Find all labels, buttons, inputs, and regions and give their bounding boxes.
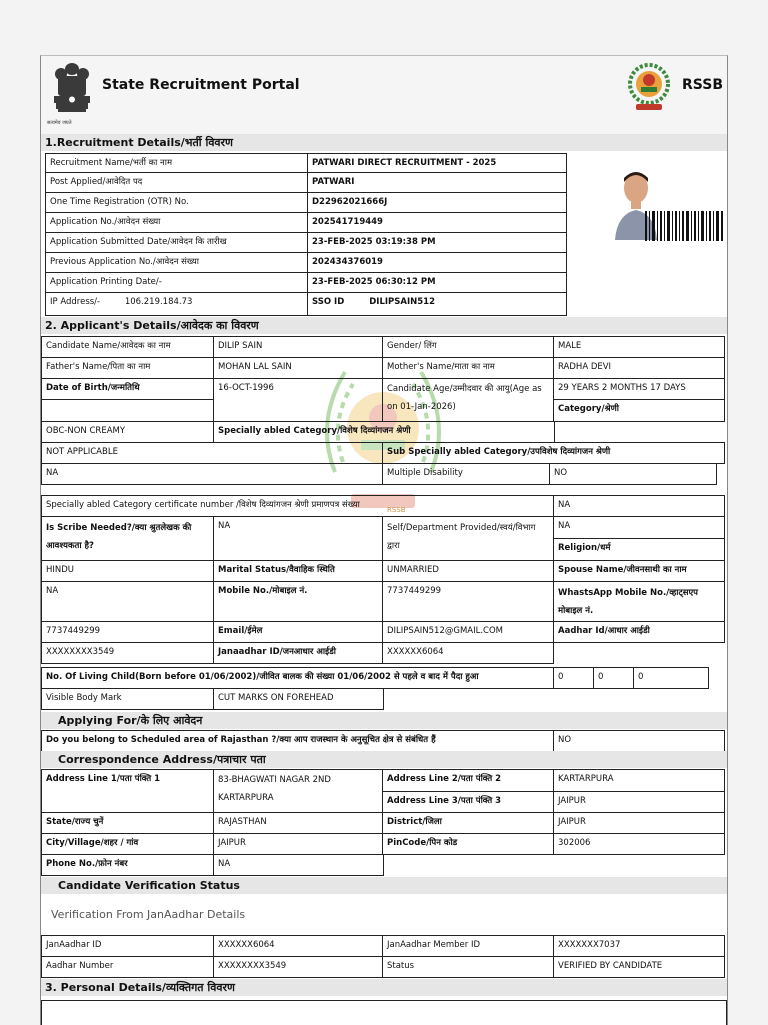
phone-value: NA [213,854,384,876]
sso-id-value: DILIPSAIN512 [369,297,435,307]
religion-value: HINDU [41,560,214,582]
sa-certificate-label: Specially abled Category certificate number /विशेष दिव्यांगजन श्रेणी प्रमाणपत्र संख्या [41,495,554,517]
city-label: City/Village/शहर / गांव [41,833,214,855]
specially-abled-category-label: Specially abled Category/विशेष दिव्यांगजन श्रेणी [213,421,555,443]
section-recruitment-title: 1.Recruitment Details/भर्ती विवरण [41,134,727,151]
category-value: OBC-NON CREAMY [41,421,214,443]
email-value: DILIPSAIN512@GMAIL.COM [382,621,554,643]
previous-application-value: 202434376019 [307,252,567,273]
state-value: RAJASTHAN [213,812,383,834]
janaadhar-id-label: Janaadhar ID/जनआधार आईडी [213,642,383,664]
scheduled-area-label: Do you belong to Scheduled area of Rajasthan ?/क्या आप राजस्थान के अनुसूचित क्षेत्र से संबंधित हैं [41,730,554,752]
state-label: State/राज्य चुनें [41,812,214,834]
address-line-2-value: KARTARPURA [553,769,725,792]
correspondence-title: Correspondence Address/पत्राचार पता [41,751,727,768]
address-line-1-value: 83-BHAGWATI NAGAR 2ND KARTARPURA [213,769,383,813]
verification-title: Candidate Verification Status [41,877,727,894]
gender-label: Gender/ लिंग [382,336,554,358]
previous-application-label: Previous Application No./आवेदन संख्या [45,252,308,273]
address-line-3-label: Address Line 3/पता पंक्ति 3 [382,791,554,813]
religion-label: Religion/धर्म [553,538,725,561]
dob-label: Date of Birth/जन्मतिथि [41,378,214,400]
section-applicant-title: 2. Applicant's Details/आवेदक का विवरण [41,317,727,334]
category-label: Category/श्रेणी [553,399,725,422]
sso-id-label: SSO ID [312,297,345,307]
mother-name-label: Mother's Name/माता का नाम [382,357,554,379]
scribe-value: NA [213,516,383,561]
otr-label: One Time Registration (OTR) No. [45,192,308,213]
aadhar-number-label: Aadhar Number [41,956,214,978]
scribe-label: Is Scribe Needed?/क्या श्रुतलेखक की आवश्यकता है? [41,516,214,561]
city-value: JAIPUR [213,833,383,855]
self-department-value: NA [553,516,725,539]
verification-subtitle: Verification From JanAadhar Details [51,908,246,921]
sa-certificate-value: NA [553,495,725,517]
portal-title: State Recruitment Portal [102,77,300,93]
recruitment-name-value: PATWARI DIRECT RECRUITMENT - 2025 [307,153,567,173]
district-value: JAIPUR [553,812,725,834]
ip-address-label: IP Address/- [50,297,101,307]
address-line-1-label: Address Line 1/पता पंक्ति 1 [41,769,214,813]
sub-specially-abled-value: NA [41,463,383,485]
watermark-caption: RSSB [387,506,406,514]
janaadhar-member-label: JanAadhar Member ID [382,935,554,957]
submitted-date-label: Application Submitted Date/आवेदन कि तारीख [45,232,308,253]
application-no-value: 202541719449 [307,212,567,233]
multiple-disability-label: Multiple Disability [382,463,550,485]
barcode [645,211,725,241]
application-no-label: Application No./आवेदन संख्या [45,212,308,233]
spouse-name-value: NA [41,581,214,622]
self-department-label: Self/Department Provided/स्वयं/विभाग द्वारा [382,516,554,561]
dob-value: 16-OCT-1996 [213,378,383,422]
gender-value: MALE [553,336,725,358]
candidate-age-value: 29 YEARS 2 MONTHS 17 DAYS [553,378,725,400]
email-label: Email/ईमेल [213,621,383,643]
living-child-label: No. Of Living Child(Born before 01/06/2002)/जीवित बालक की संख्या 01/06/2002 से पहले व बाद में पैदा हुआ [41,667,554,689]
sub-specially-abled-label: Sub Specially abled Category/उपविशेष दिव्यांगजन श्रेणी [382,442,725,464]
emblem-caption: सत्यमेव जयते [47,120,72,126]
mobile-label: Mobile No./मोबाइल नं. [213,581,383,622]
submitted-date-value: 23-FEB-2025 03:19:38 PM [307,232,567,253]
status-label: Status [382,956,554,978]
otr-value: D22962021666J [307,192,567,213]
status-value: VERIFIED BY CANDIDATE [553,956,725,978]
janaadhar-id-value-2: XXXXXX6064 [213,935,383,957]
janaadhar-id-value: XXXXXX6064 [382,642,554,664]
national-emblem-icon [49,60,95,122]
aadhar-id-label: Aadhar Id/आधार आईडी [553,621,725,643]
multiple-disability-value: NO [549,463,717,485]
candidate-name-label: Candidate Name/आवेदक का नाम [41,336,214,358]
whatsapp-label: WhastsApp Mobile No./व्हाट्सएप मोबाइल नं. [553,581,725,622]
candidate-age-label: Candidate Age/उम्मीदवार की आयु(Age as on 01-Jan-2026) [382,378,554,422]
address-line-2-label: Address Line 2/पता पंक्ति 2 [382,769,554,792]
ip-address-value: 106.219.184.73 [124,297,193,307]
printing-date-label: Application Printing Date/- [45,272,308,293]
mobile-value: 7737449299 [382,581,554,622]
father-name-value: MOHAN LAL SAIN [213,357,383,379]
applying-for-title: Applying For/के लिए आवेदन [41,712,727,729]
spouse-name-label: Spouse Name/जीवनसाथी का नाम [553,560,725,582]
address-line-3-value: JAIPUR [553,791,725,813]
phone-label: Phone No./फ़ोन नंबर [41,854,214,876]
janaadhar-id-label-2: JanAadhar ID [41,935,214,957]
dob-spacer [41,399,214,422]
mother-name-value: RADHA DEVI [553,357,725,379]
living-child-value-2: 0 [593,667,634,689]
body-mark-value: CUT MARKS ON FOREHEAD [213,688,384,710]
post-applied-value: PATWARI [307,172,567,193]
post-applied-label: Post Applied/आवेदित पद [45,172,308,193]
ip-address-row [45,292,308,316]
recruitment-name-label: Recruitment Name/भर्ती का नाम [45,153,308,173]
form-header [41,56,727,134]
printing-date-value: 23-FEB-2025 06:30:12 PM [307,272,567,293]
application-form [40,55,728,1025]
marital-status-label: Marital Status/वैवाहिक स्थिति [213,560,383,582]
personal-details-box [41,1000,727,1025]
living-child-value-3: 0 [633,667,709,689]
whatsapp-value: 7737449299 [41,621,214,643]
father-name-label: Father's Name/पिता का नाम [41,357,214,379]
aadhar-number-value: XXXXXXXX3549 [213,956,383,978]
org-name: RSSB [682,77,723,93]
body-mark-label: Visible Body Mark [41,688,214,710]
rssb-logo-icon [627,60,671,114]
marital-status-value: UNMARRIED [382,560,554,582]
candidate-name-value: DILIP SAIN [213,336,383,358]
section-personal-title: 3. Personal Details/व्यक्तिगत विवरण [41,979,727,996]
aadhar-id-value: XXXXXXXX3549 [41,642,214,664]
pincode-label: PinCode/पिन कोड [382,833,554,855]
scheduled-area-value: NO [553,730,725,752]
district-label: District/जिला [382,812,554,834]
specially-abled-category-value: NOT APPLICABLE [41,442,383,464]
janaadhar-member-value: XXXXXXX7037 [553,935,725,957]
pincode-value: 302006 [553,833,725,855]
sso-id-row [307,292,567,316]
living-child-value-1: 0 [553,667,594,689]
